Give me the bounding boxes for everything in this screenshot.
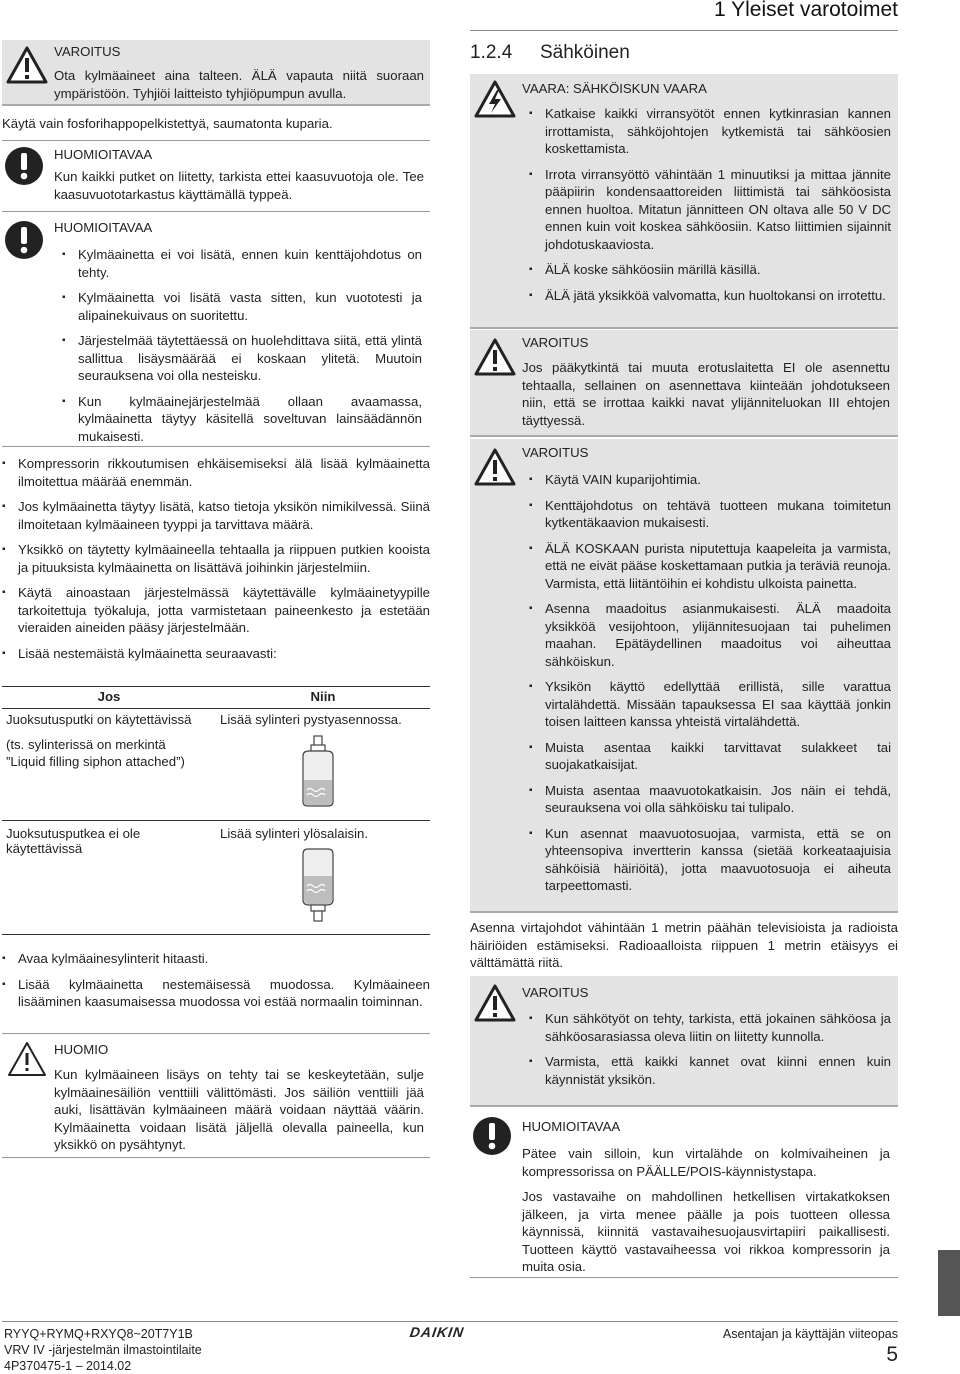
- refrigerant-bullets: [2, 455, 430, 662]
- warning-label: VAROITUS: [522, 445, 589, 460]
- warning-label: VAROITUS: [54, 44, 121, 59]
- warning-triangle-icon: [474, 338, 516, 376]
- list-item: ▪ Kylmäainetta voi lisätä vasta sitten, kun vuototesti ja alipainekuivaus on suoritettu.: [62, 289, 422, 324]
- chapter-side-tab: [938, 1250, 960, 1316]
- tv-radio-note: Asenna virtajohdot vähintään 1 metrin päähän televisioista ja radioista häiriöiden estämiseksi. Radioaalloista riippuen 1 metrin etäisyys ei välttämättä riitä.: [470, 920, 898, 970]
- header-rule: [470, 30, 898, 31]
- list-item: ▪ Yksikkö on täytetty kylmäaineella tehtaalla ja riippuen putkien kooista ja pituuksista kylmäainetta on lisättävä joihinkin järjestelmiin.: [2, 541, 430, 576]
- table-cell-then: Lisää sylinteri ylösalaisin.: [220, 826, 369, 841]
- list-item: ▪ Jos kylmäainetta täytyy lisätä, katso tietoja yksikön nimikilvessä. Siinä ilmoitetaan kylmäaineen tyyppi ja tarvittava määrä.: [2, 498, 430, 533]
- list-item: ▪ Käytä VAIN kuparijohtimia.: [529, 471, 891, 489]
- list-item: ▪ Avaa kylmäainesylinterit hitaasti.: [2, 950, 430, 968]
- warning-label: VAROITUS: [522, 335, 589, 350]
- warning-text: Ota kylmäaineet aina talteen. ÄLÄ vapauta niitä suoraan ympäristöön. Tyhjiöi laitteisto tyhjiöpumpun avulla.: [54, 68, 424, 101]
- copper-note: Käytä vain fosforihappopelkistettyä, saumatonta kuparia.: [2, 116, 333, 131]
- warning-label: VAROITUS: [522, 985, 589, 1000]
- list-item: ▪ Katkaise kaikki virransyötöt ennen kytkinrasian kannen irrottamista, sähköjohtojen kytkemistä tai sähköosien koskettamista.: [529, 105, 891, 158]
- list-item: ▪ Järjestelmää täytettäessä on huolehdittava siitä, että ylintä sallittua lisäysmäärää ei koskaan ylitetä. Muutoin seurauksena voi olla nesteisku.: [62, 332, 422, 385]
- danger-list: [529, 105, 891, 304]
- exclamation-circle-icon: [472, 1116, 512, 1156]
- note-list: [62, 246, 422, 445]
- section-number: 1.2.4: [470, 42, 513, 63]
- list-item: ▪ Kenttäjohdotus on tehtävä tuotteen mukana toimitetun kytkentäkaavion mukaisesti.: [529, 497, 891, 532]
- note-text: Pätee vain silloin, kun virtalähde on kolmivaiheinen ja kompressorissa on PÄÄLLE/POIS-käynnistystapa.: [522, 1146, 890, 1179]
- footer-doc-id: 4P370475-1 – 2014.02: [4, 1359, 132, 1373]
- list-item: ▪ Kun asennat maavuotosuojaa, varmista, että se on yhteensopiva invertterin kanssa (sietää korkeataajuisia sähköisiä häiriöitä), jotta maavuotosuoja ei aiheuta tarpeettomasti.: [529, 825, 891, 895]
- table-cell-then: Lisää sylinteri pystyasennossa.: [220, 712, 402, 727]
- cylinder-table: [2, 686, 430, 936]
- section-heading: [470, 42, 630, 64]
- page-number: 5: [886, 1343, 898, 1366]
- list-item: ▪ Kylmäainetta ei voi lisätä, ennen kuin kenttäjohdotus on tehty.: [62, 246, 422, 281]
- note-text: Jos vastavaihe on mahdollinen hetkellisen virtakatkoksen jälkeen, ja virta menee päälle ja pois tuotteen ollessa käynnissä, kiinnitä vastavaihesuojausvirtapiiri paikallisesti. Tuotteen käyttö vastavaiheessa voi rikkoa kompressorin ja muita osia.: [522, 1189, 890, 1274]
- table-rule: [2, 708, 430, 709]
- footer-product: VRV IV -järjestelmän ilmastointilaite: [4, 1343, 202, 1357]
- note-box-rule-top: [2, 140, 430, 141]
- list-item: ▪ Lisää nestemäistä kylmäainetta seuraavasti:: [2, 645, 430, 663]
- table-rule: [2, 686, 430, 687]
- warning-triangle-icon: [6, 46, 48, 84]
- table-rule: [2, 934, 430, 935]
- list-item: ▪ Yksikön käyttö edellyttää erillistä, sille varattua virtalähdettä. Missään tapauksessa EI saa käyttää jonkin toisen laitteen kanssa yhteistä virtalähdettä.: [529, 678, 891, 731]
- list-item: ▪ ÄLÄ KOSKAAN purista niputettuja kaapeleita ja varmista, että ne eivät pääse koskettamaan putkia ja teräviä reunoja. Varmista, että liitäntöihin ei kohdistu ulkoista painetta.: [529, 540, 891, 593]
- danger-label: VAARA: SÄHKÖISKUN VAARA: [522, 81, 707, 96]
- cylinder-bullets: [2, 950, 430, 1011]
- page-chapter-title: 1 Yleiset varotoimet: [713, 0, 898, 21]
- table-cell-if: Juoksutusputki on käytettävissä: [6, 712, 192, 727]
- list-item: ▪ Kompressorin rikkoutumisen ehkäisemiseksi älä lisää kylmäainetta ilmoitettua määrää enemmän.: [2, 455, 430, 490]
- table-rule: [2, 820, 430, 821]
- daikin-logo: DAIKIN: [408, 1324, 466, 1340]
- list-item: ▪ Kun sähkötyöt on tehty, tarkista, että jokainen sähköosa ja sähköosarasiassa oleva liitin on liitetty kunnolla.: [529, 1010, 891, 1045]
- list-item: ▪ Muista asentaa kaikki tarvittavat sulakkeet tai suojakatkaisijat.: [529, 739, 891, 774]
- list-item: ▪ Kun kylmäainejärjestelmää ollaan avaamassa, kylmäainetta täytyy käsitellä soveltuvan lainsäädännön mukaisesti.: [62, 393, 422, 446]
- list-item: ▪ Lisää kylmäainetta nestemäisessä muodossa. Kylmäaineen lisääminen kaasumaisessa muodossa voi estää normaalin toiminnan.: [2, 976, 430, 1011]
- list-item: ▪ Muista asentaa maavuotokatkaisin. Jos näin ei tehdä, seurauksena voi olla sähköisku tai tulipalo.: [529, 782, 891, 817]
- exclamation-circle-icon: [4, 146, 44, 186]
- note-label: HUOMIOITAVAA: [54, 147, 153, 162]
- footer-left: [4, 1326, 202, 1374]
- note-label: HUOMIOITAVAA: [54, 220, 153, 235]
- caution-box-rule-bottom: [2, 1157, 430, 1158]
- footer-model: RYYQ+RYMQ+RXYQ8~20T7Y1B: [4, 1327, 193, 1341]
- footer-rule: [2, 1321, 898, 1322]
- warning-text: Jos pääkytkintä tai muuta erotuslaitetta EI ole asennettu tehtaalla, sellainen on asennettava kiinteään johdotukseen niin, että se irrottaa kaikki navat ylijänniteluokan III ehtojen täyttyessä.: [522, 360, 890, 428]
- table-header-if: Jos: [97, 689, 121, 704]
- cylinder-inverted-icon: [300, 846, 336, 926]
- list-item: ▪ ÄLÄ koske sähköosiin märillä käsillä.: [529, 261, 891, 279]
- warning-list: [529, 471, 891, 895]
- caution-text: Kun kylmäaineen lisäys on tehty tai se keskeytetään, sulje kylmäainesäiliön venttiili välittömästi. Jos säiliön venttiili jää auki, lisättävän kylmäaineen määrä voidaan näyttää väärin. Kylmäainetta voidaan lisätä jäljellä olevalla paineella, kun yksikkö on pysähtynyt.: [54, 1067, 424, 1152]
- warning-list: [529, 1010, 891, 1088]
- footer-right: Asentajan ja käyttäjän viiteopas: [722, 1327, 898, 1341]
- section-title: Sähköinen: [540, 42, 630, 63]
- table-cell-if: (ts. sylinterissä on merkintä: [6, 737, 166, 752]
- note-label: HUOMIOITAVAA: [522, 1119, 621, 1134]
- table-header-then: Niin: [310, 689, 336, 704]
- list-item: ▪ Käytä ainoastaan järjestelmässä käytettävälle kylmäainetyypille tarkoitettuja työkaluja, jotta varmistetaan paineenkesto ja estetään vieraiden aineiden pääsy järjestelmään.: [2, 584, 430, 637]
- caution-box-rule-top: [2, 1033, 430, 1034]
- list-item: ▪ Irrota virransyöttö vähintään 1 minuutiksi ja mittaa jännite pääpiirin kondensaattoreiden liittimistä tai sähköosista ennen huoltoa. Mitatun jännitteen ON oltava alle 50 V DC ennen kuin voit koskea sähköosiin. Katso liittimien sijainnit johdotuskaaviosta.: [529, 166, 891, 254]
- electric-hazard-icon: [474, 80, 516, 118]
- caution-label: HUOMIO: [54, 1042, 109, 1057]
- cylinder-upright-icon: [300, 734, 336, 808]
- table-cell-if: Juoksutusputkea ei ole käytettävissä: [6, 826, 141, 856]
- note-box-rule-bottom: [2, 446, 430, 447]
- list-item: ▪ Varmista, että kaikki kannet ovat kiinni ennen kuin käynnistät yksikön.: [529, 1053, 891, 1088]
- warning-triangle-icon: [474, 448, 516, 486]
- exclamation-circle-icon: [4, 220, 44, 260]
- note-box-rule-bottom: [2, 211, 430, 212]
- list-item: ▪ ÄLÄ jätä yksikköä valvomatta, kun huoltokansi on irrotettu.: [529, 287, 891, 305]
- warning-triangle-outline-icon: [6, 1040, 48, 1078]
- table-cell-if: ”Liquid filling siphon attached”): [6, 754, 185, 769]
- note-box-rule-bottom: [470, 1277, 898, 1278]
- note-text: Kun kaikki putket on liitetty, tarkista ettei kaasuvuotoja ole. Tee kaasuvuototarkastus käyttämällä typpeä.: [54, 169, 424, 202]
- warning-triangle-icon: [474, 984, 516, 1022]
- list-item: ▪ Asenna maadoitus asianmukaisesti. ÄLÄ maadoita yksikköä vesijohtoon, ylijännitesuojaan tai puhelimen maahan. Epätäydellinen maadoitus voi aiheuttaa sähköiskun.: [529, 600, 891, 670]
